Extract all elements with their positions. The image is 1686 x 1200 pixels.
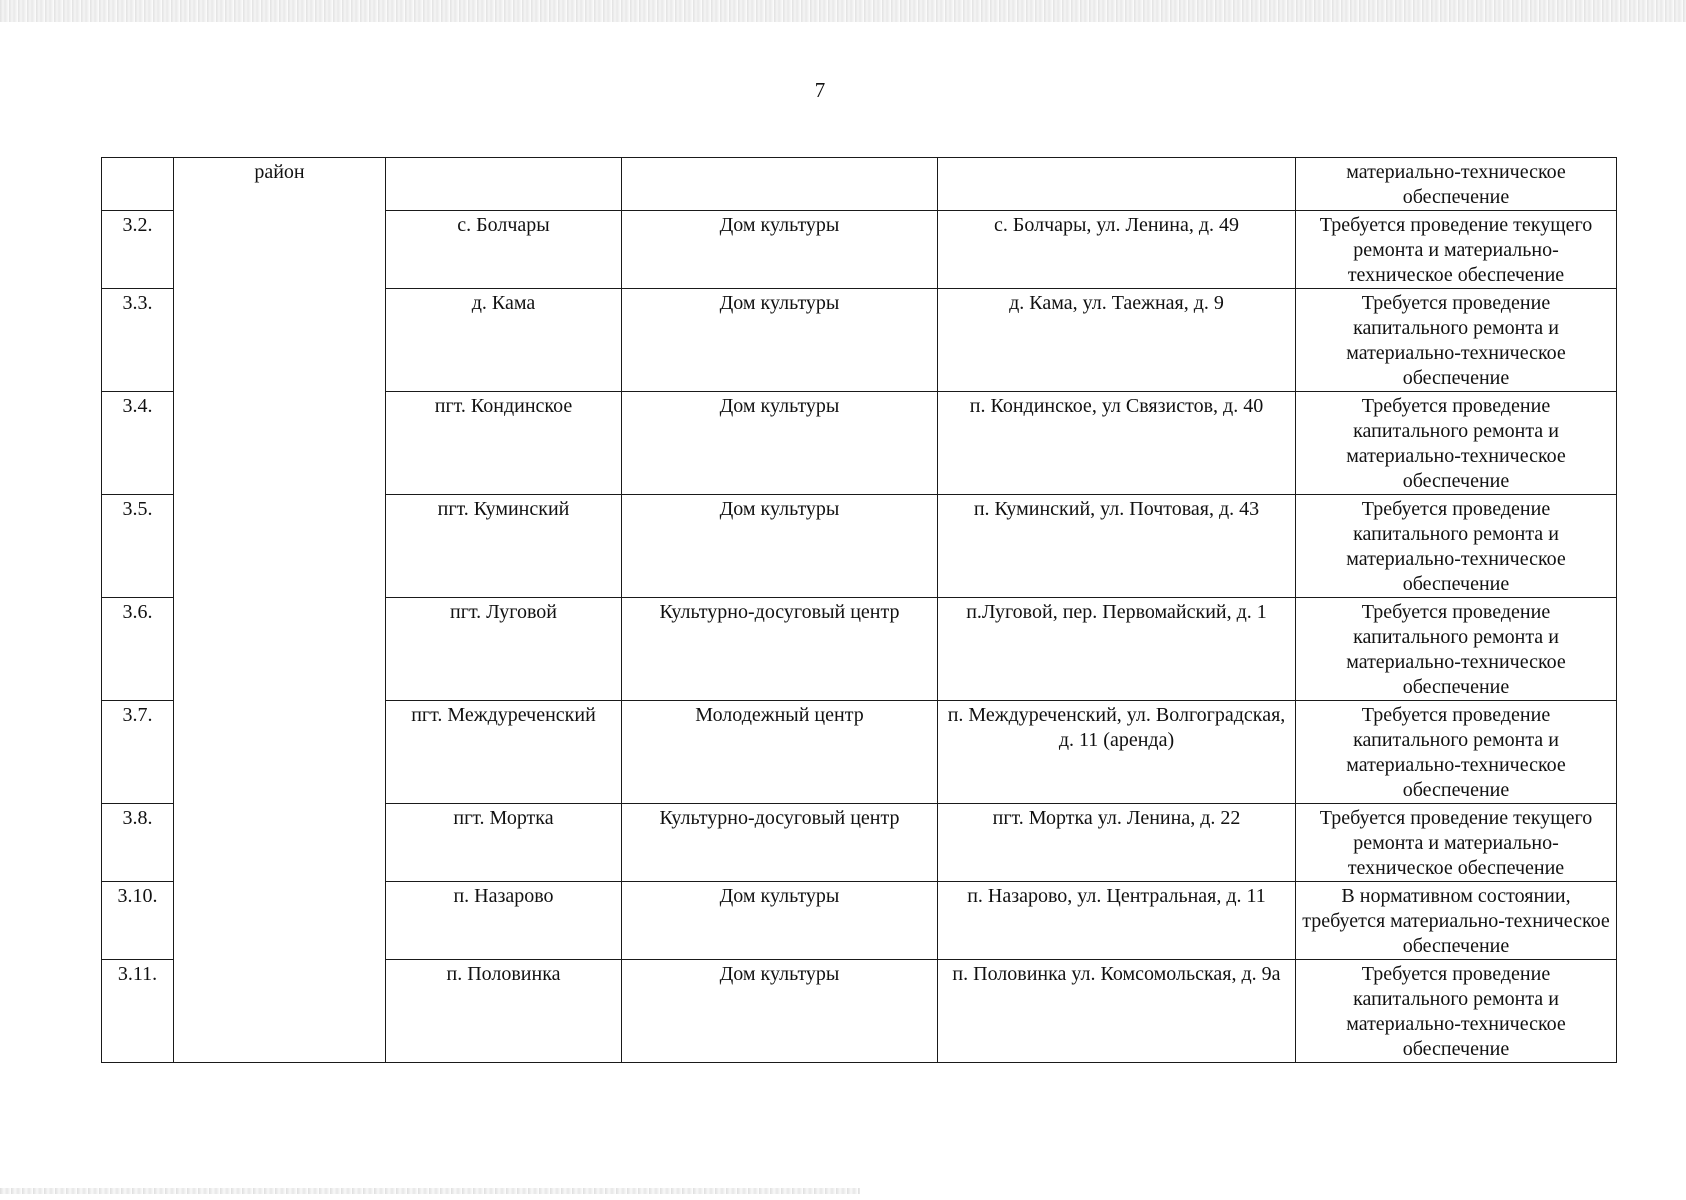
cell-number: 3.4.: [102, 392, 174, 495]
cell-institution: Культурно-досуговый центр: [622, 804, 938, 882]
cell-address: п. Куминский, ул. Почтовая, д. 43: [938, 495, 1296, 598]
cell-institution: Дом культуры: [622, 882, 938, 960]
cell-settlement: пгт. Кондинское: [386, 392, 622, 495]
facilities-table: [101, 157, 1617, 1063]
cell-state: В нормативном состоянии, требуется материально-техническое обеспечение: [1296, 882, 1617, 960]
cell-address: с. Болчары, ул. Ленина, д. 49: [938, 211, 1296, 289]
cell-state: Требуется проведение капитального ремонта и материально-техническое обеспечение: [1296, 598, 1617, 701]
cell-number: 3.8.: [102, 804, 174, 882]
cell-number: 3.10.: [102, 882, 174, 960]
cell-settlement: пгт. Луговой: [386, 598, 622, 701]
cell-address: п. Кондинское, ул Связистов, д. 40: [938, 392, 1296, 495]
cell-settlement: [386, 158, 622, 211]
cell-state: Требуется проведение текущего ремонта и материально-техническое обеспечение: [1296, 804, 1617, 882]
cell-address: [938, 158, 1296, 211]
cell-settlement: п. Назарово: [386, 882, 622, 960]
cell-address: д. Кама, ул. Таежная, д. 9: [938, 289, 1296, 392]
cell-settlement: пгт. Куминский: [386, 495, 622, 598]
cell-state: Требуется проведение капитального ремонта и материально-техническое обеспечение: [1296, 701, 1617, 804]
cell-institution: Дом культуры: [622, 495, 938, 598]
cell-state: Требуется проведение капитального ремонта и материально-техническое обеспечение: [1296, 495, 1617, 598]
page-number: 7: [814, 78, 826, 102]
district-cell: район: [174, 158, 386, 1063]
cell-address: пгт. Мортка ул. Ленина, д. 22: [938, 804, 1296, 882]
cell-number: 3.5.: [102, 495, 174, 598]
cell-settlement: с. Болчары: [386, 211, 622, 289]
cell-number: 3.6.: [102, 598, 174, 701]
cell-state: Требуется проведение капитального ремонта и материально-техническое обеспечение: [1296, 289, 1617, 392]
cell-institution: Дом культуры: [622, 211, 938, 289]
cell-address: п. Междуреченский, ул. Волгоградская, д. 11 (аренда): [938, 701, 1296, 804]
cell-institution: Дом культуры: [622, 392, 938, 495]
cell-settlement: пгт. Мортка: [386, 804, 622, 882]
cell-settlement: д. Кама: [386, 289, 622, 392]
cell-number: [102, 158, 174, 211]
cell-number: 3.7.: [102, 701, 174, 804]
cell-address: п. Назарово, ул. Центральная, д. 11: [938, 882, 1296, 960]
cell-address: п. Половинка ул. Комсомольская, д. 9а: [938, 960, 1296, 1063]
cell-settlement: пгт. Междуреченский: [386, 701, 622, 804]
cell-address: п.Луговой, пер. Первомайский, д. 1: [938, 598, 1296, 701]
cell-state: Требуется проведение текущего ремонта и материально-техническое обеспечение: [1296, 211, 1617, 289]
cell-institution: [622, 158, 938, 211]
scan-edge-top: [0, 0, 1686, 22]
cell-number: 3.3.: [102, 289, 174, 392]
cell-institution: Дом культуры: [622, 289, 938, 392]
cell-number: 3.2.: [102, 211, 174, 289]
cell-institution: Культурно-досуговый центр: [622, 598, 938, 701]
cell-state: Требуется проведение капитального ремонта и материально-техническое обеспечение: [1296, 960, 1617, 1063]
scan-edge-bottom: [0, 1188, 860, 1194]
cell-state: Требуется проведение капитального ремонта и материально-техническое обеспечение: [1296, 392, 1617, 495]
cell-institution: Дом культуры: [622, 960, 938, 1063]
cell-state: материально-техническое обеспечение: [1296, 158, 1617, 211]
cell-number: 3.11.: [102, 960, 174, 1063]
cell-settlement: п. Половинка: [386, 960, 622, 1063]
table-row-continuation: [102, 158, 1617, 211]
cell-institution: Молодежный центр: [622, 701, 938, 804]
